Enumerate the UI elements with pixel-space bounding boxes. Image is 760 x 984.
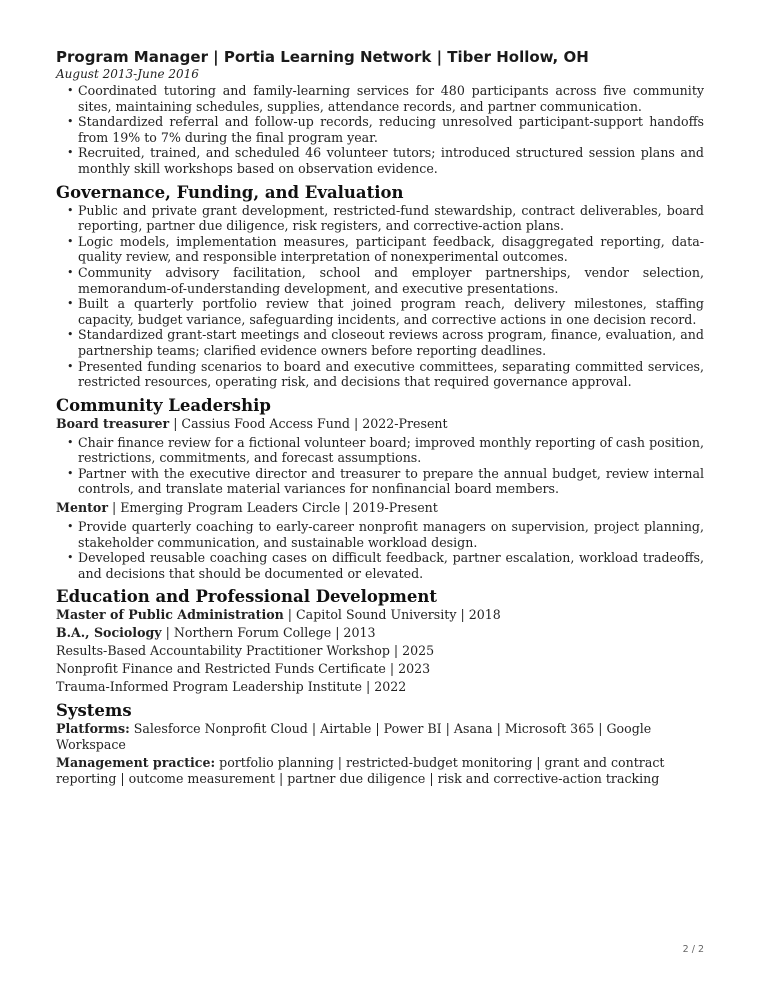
role-line <box>56 500 704 516</box>
section-heading: Governance, Funding, and Evaluation <box>56 182 404 202</box>
degree-detail: | Capitol Sound University | 2018 <box>283 607 501 623</box>
list-item: • Coordinated tutoring and family-learning services for 480 participants across five community sites, maintaining schedules, supplies, attendance records, and partner communication. <box>56 83 704 114</box>
certificate-line: Trauma-Informed Program Leadership Institute | 2022 <box>56 679 407 695</box>
role-bullets <box>56 519 704 581</box>
platforms-label: Platforms: <box>56 721 130 737</box>
job-title: Program Manager | Portia Learning Network | Tiber Hollow, OH <box>56 48 589 66</box>
education-section <box>56 587 704 695</box>
list-item: • Recruited, trained, and scheduled 46 volunteer tutors; introduced structured session plans and monthly skill workshops based on observation evidence. <box>56 145 704 176</box>
platforms-list: Salesforce Nonprofit Cloud | Airtable | Power BI | Asana | Microsoft 365 | Google Workspace <box>56 721 652 753</box>
practice-list: portfolio planning | restricted-budget monitoring | grant and contract reporting | outcome measurement | partner due diligence | risk and corrective-action tracking <box>56 755 665 787</box>
role-detail: | Emerging Program Leaders Circle | 2019-Present <box>107 500 438 516</box>
list-item: • Community advisory facilitation, school and employer partnerships, vendor selection, memorandum-of-understanding development, and executive presentations. <box>56 265 704 296</box>
job-entry <box>56 48 704 177</box>
governance-section <box>56 183 704 390</box>
certificate-line: Results-Based Accountability Practitioner Workshop | 2025 <box>56 643 435 659</box>
practice-line <box>56 755 704 787</box>
list-item: • Standardized referral and follow-up records, reducing unresolved participant-support handoffs from 19% to 7% during the final program year. <box>56 114 704 145</box>
systems-section <box>56 701 704 787</box>
practice-label: Management practice: <box>56 755 216 771</box>
list-item: • Partner with the executive director and treasurer to prepare the annual budget, review internal controls, and translate material variances for nonfinancial board members. <box>56 466 704 497</box>
certificate-line: Nonprofit Finance and Restricted Funds Certificate | 2023 <box>56 661 431 677</box>
role-line <box>56 416 704 432</box>
degree-name: Master of Public Administration <box>56 607 284 623</box>
degree-name: B.A., Sociology <box>56 625 162 641</box>
list-item: • Chair finance review for a fictional volunteer board; improved monthly reporting of cash position, restrictions, commitments, and forecast assumptions. <box>56 435 704 466</box>
list-item: • Public and private grant development, restricted-fund stewardship, contract deliverables, board reporting, partner due diligence, risk registers, and corrective-action plans. <box>56 203 704 234</box>
section-heading: Community Leadership <box>56 395 271 415</box>
list-item: • Logic models, implementation measures, participant feedback, disaggregated reporting, data-quality review, and responsible interpretation of nonexperimental outcomes. <box>56 234 704 265</box>
job-dates: August 2013-June 2016 <box>56 67 199 81</box>
role-name: Mentor <box>56 500 108 516</box>
job-bullets <box>56 83 704 177</box>
resume-page <box>56 48 704 787</box>
list-item: • Standardized grant-start meetings and closeout reviews across program, finance, evaluation, and partnership teams; clarified evidence owners before reporting deadlines. <box>56 327 704 358</box>
community-section <box>56 396 704 582</box>
degree-line <box>56 607 704 623</box>
page-number: 2 / 2 <box>682 944 704 955</box>
list-item: • Developed reusable coaching cases on difficult feedback, partner escalation, workload tradeoffs, and decisions that should be documented or elevated. <box>56 550 704 581</box>
degree-detail: | Northern Forum College | 2013 <box>161 625 376 641</box>
list-item: • Built a quarterly portfolio review that joined program reach, delivery milestones, staffing capacity, budget variance, safeguarding incidents, and corrective actions in one decision record. <box>56 296 704 327</box>
degree-line <box>56 625 704 641</box>
role-bullets <box>56 435 704 497</box>
role-name: Board treasurer <box>56 415 170 431</box>
role-detail: | Cassius Food Access Fund | 2022-Present <box>169 415 448 431</box>
list-item: • Presented funding scenarios to board and executive committees, separating committed services, restricted resources, operating risk, and decisions that required governance approval. <box>56 359 704 390</box>
section-heading: Systems <box>56 701 132 721</box>
governance-bullets <box>56 203 704 390</box>
section-heading: Education and Professional Development <box>56 587 437 607</box>
platforms-line <box>56 721 704 753</box>
list-item: • Provide quarterly coaching to early-career nonprofit managers on supervision, project planning, stakeholder communication, and sustainable workload design. <box>56 519 704 550</box>
